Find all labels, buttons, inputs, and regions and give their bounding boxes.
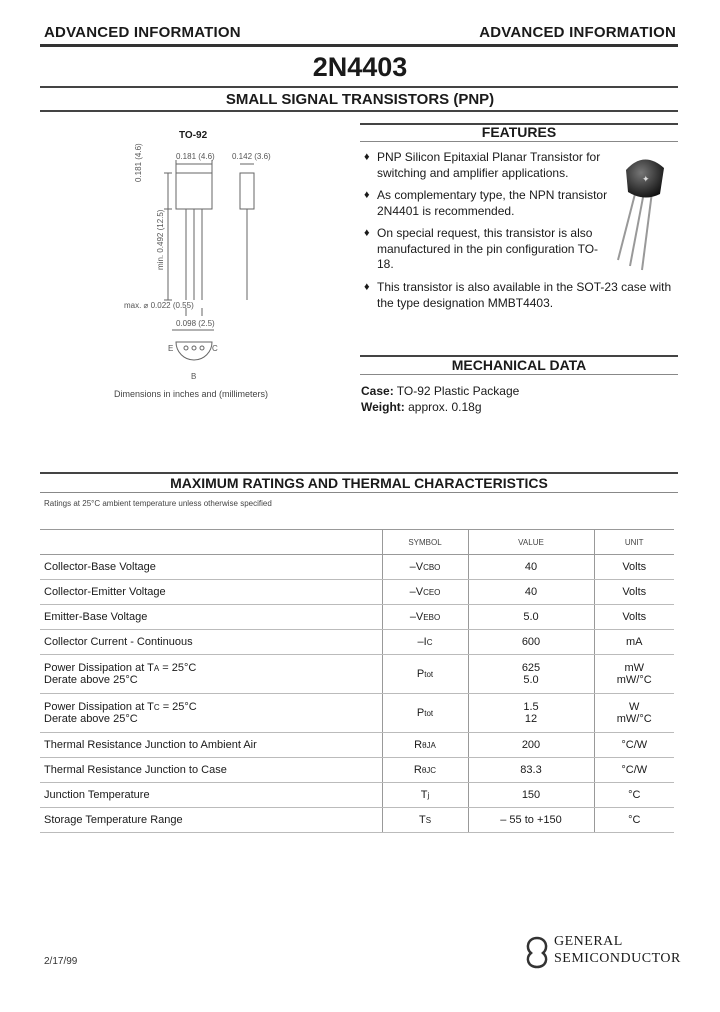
title-rule	[40, 86, 678, 88]
mechanical-heading: MECHANICAL DATA	[451, 357, 587, 373]
case-value: TO-92 Plastic Package	[393, 384, 520, 398]
weight-label: Weight:	[361, 400, 405, 414]
table-row: Junction Temperature Tj 150 °C	[40, 783, 674, 808]
dim-lead-pitch: 0.098 (2.5)	[176, 319, 215, 328]
table-row: Power Dissipation at TC = 25°C Derate above 25°C Ptot 1.5 12 W mW/°C	[40, 694, 674, 733]
header-right: ADVANCED INFORMATION	[479, 24, 676, 41]
dim-side-upper: 0.181 (4.6)	[134, 143, 143, 182]
feature-item: ♦ On special request, this transistor is also manufactured in the pin configuration TO-18.	[364, 226, 599, 271]
pin-c-label: C	[212, 344, 218, 353]
case-line	[361, 383, 519, 399]
svg-text:✦: ✦	[642, 175, 650, 185]
header-left: ADVANCED INFORMATION	[44, 24, 241, 41]
logo-line-2: SEMICONDUCTOR	[554, 951, 681, 966]
bullet-diamond-icon: ♦	[364, 189, 370, 201]
dim-top-left: 0.181 (4.6)	[176, 152, 215, 161]
bullet-diamond-icon: ♦	[364, 281, 370, 293]
features-bottom-rule	[360, 141, 678, 142]
pin-e-label: E	[168, 344, 174, 353]
page-subtitle: SMALL SIGNAL TRANSISTORS (PNP)	[225, 91, 495, 108]
weight-line	[361, 399, 482, 415]
col-symbol: SYMBOL	[382, 530, 468, 555]
header-rule	[40, 44, 678, 47]
table-row: Emitter-Base Voltage –VEBO 5.0 Volts	[40, 605, 674, 630]
dim-lead-diameter: max. ⌀ 0.022 (0.55)	[124, 301, 194, 310]
dim-side-lower: min. 0.492 (12.5)	[156, 209, 165, 270]
table-row: Collector-Emitter Voltage –VCEO 40 Volts	[40, 580, 674, 605]
package-diagram	[40, 120, 350, 410]
part-title: 2N4403	[312, 52, 408, 82]
features-heading: FEATURES	[481, 124, 557, 140]
col-unit: UNIT	[594, 530, 674, 555]
feature-item: ♦ As complementary type, the NPN transistor 2N4401 is recommended.	[364, 188, 608, 218]
logo-mark-icon	[522, 934, 552, 970]
subtitle-rule	[40, 110, 678, 112]
table-row: Collector Current - Continuous –IC 600 mA	[40, 630, 674, 655]
to92-outline-drawing	[40, 120, 350, 410]
col-value: VALUE	[468, 530, 594, 555]
table-row: Collector-Base Voltage –VCBO 40 Volts	[40, 555, 674, 580]
case-label: Case:	[361, 384, 394, 398]
ratings-table	[40, 529, 674, 833]
dim-top-right: 0.142 (3.6)	[232, 152, 271, 161]
ratings-top-rule	[40, 472, 678, 474]
table-header-row	[40, 530, 674, 555]
package-label: TO-92	[179, 130, 208, 141]
table-row: Thermal Resistance Junction to Case RθJC 83.3 °C/W	[40, 758, 674, 783]
mechanical-bottom-rule	[360, 374, 678, 375]
footer-date: 2/17/99	[44, 956, 78, 967]
feature-item: ♦ This transistor is also available in the SOT-23 case with the type designation MMBT4403.	[364, 280, 672, 310]
bullet-diamond-icon: ♦	[364, 227, 370, 239]
transistor-photo	[608, 148, 678, 273]
ratings-heading-rule	[40, 492, 678, 493]
feature-item: ♦ PNP Silicon Epitaxial Planar Transistor for switching and amplifier applications.	[364, 150, 601, 180]
table-row: Thermal Resistance Junction to Ambient Air RθJA 200 °C/W	[40, 733, 674, 758]
pin-b-label: B	[191, 372, 197, 381]
logo-line-1: GENERAL	[554, 934, 623, 949]
company-logo	[522, 932, 681, 976]
weight-value: approx. 0.18g	[404, 400, 482, 414]
table-row: Power Dissipation at TA = 25°C Derate above 25°C Ptot 625 5.0 mW mW/°C	[40, 655, 674, 694]
table-row: Storage Temperature Range TS – 55 to +150 °C	[40, 808, 674, 833]
ratings-heading: MAXIMUM RATINGS AND THERMAL CHARACTERISTICS	[170, 475, 548, 491]
ratings-note: Ratings at 25°C ambient temperature unless otherwise specified	[44, 499, 272, 508]
bullet-diamond-icon: ♦	[364, 151, 370, 163]
diagram-caption: Dimensions in inches and (millimeters)	[114, 389, 269, 399]
